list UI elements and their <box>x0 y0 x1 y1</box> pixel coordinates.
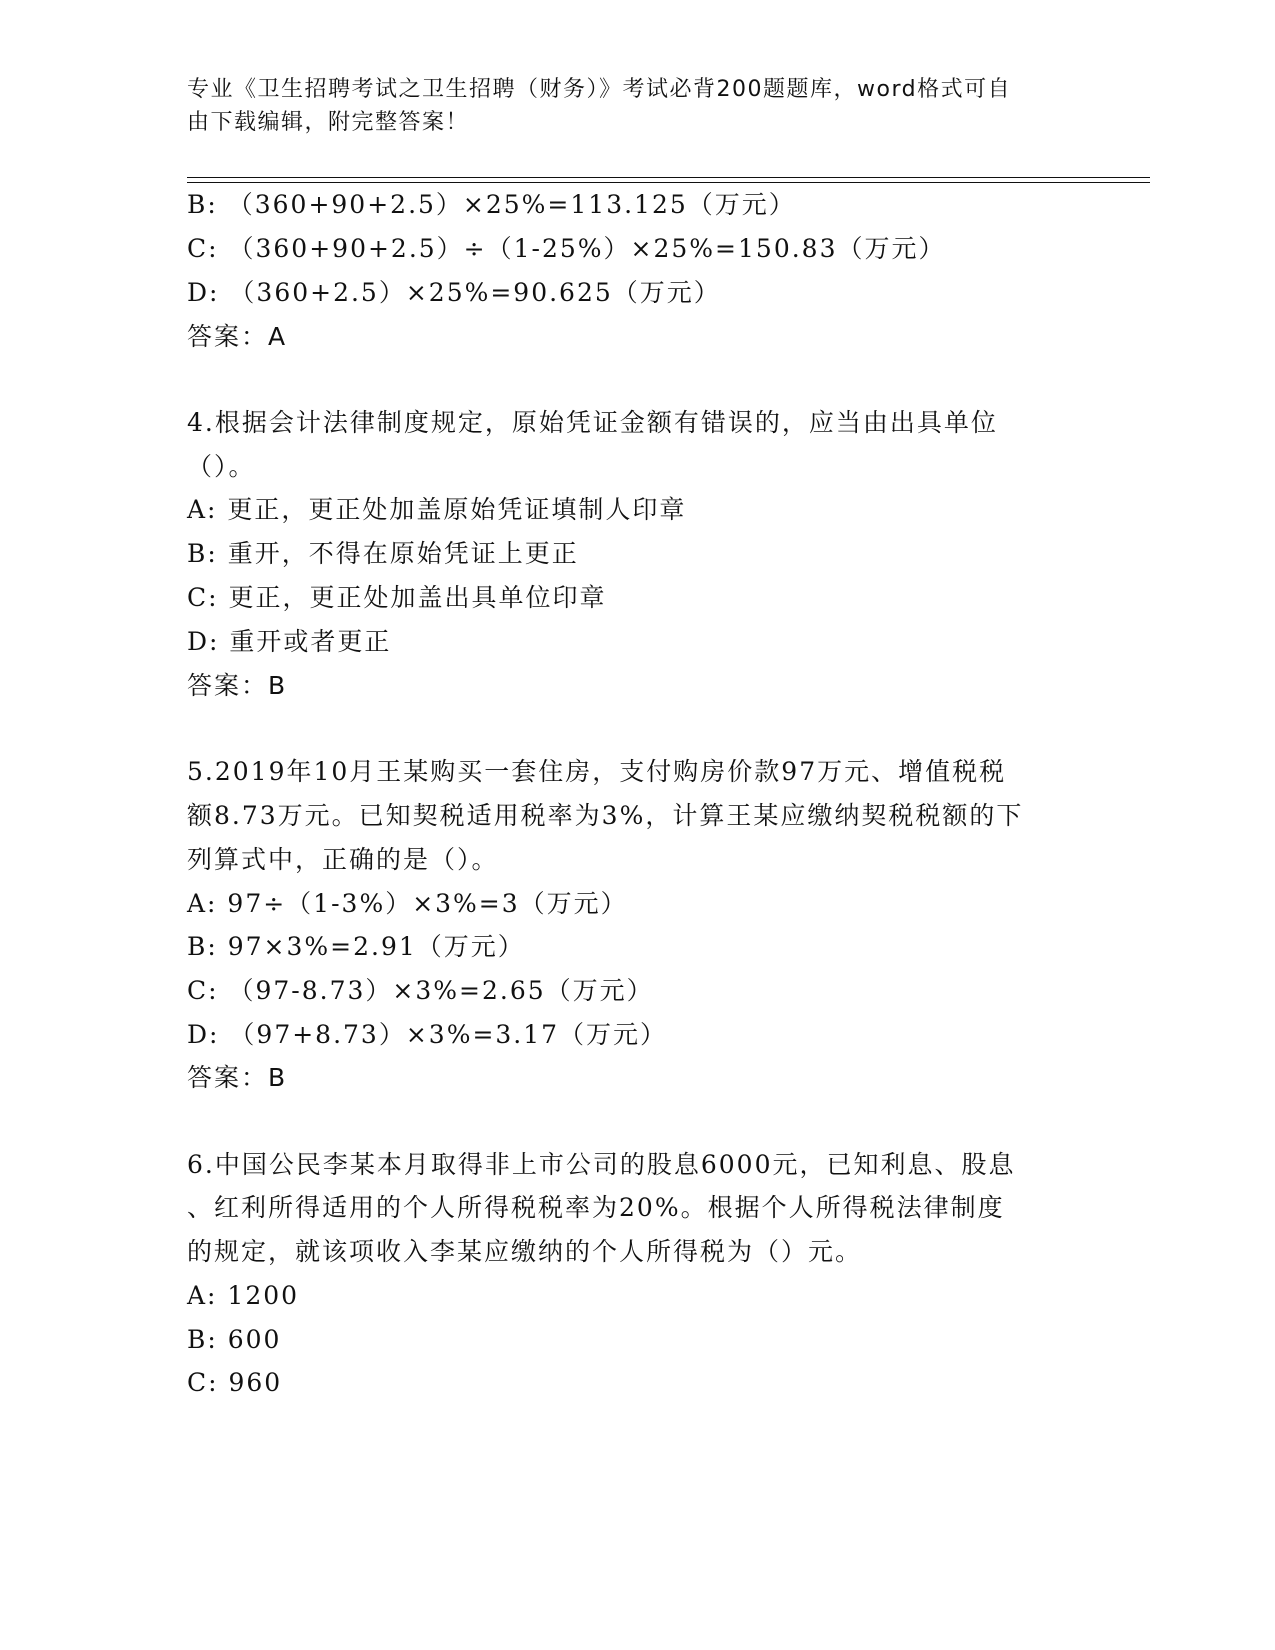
q5-stem-line-1: 5.2019年10月王某购买一套住房，支付购房价款97万元、增值税税 <box>187 757 1007 786</box>
q6-stem-line-2: 、红利所得适用的个人所得税税率为20%。根据个人所得税法律制度 <box>187 1193 1005 1222</box>
q6-option-c: C: 960 <box>187 1368 283 1397</box>
header-divider-top <box>187 177 1150 178</box>
q4-stem-line-2: （）。 <box>187 452 256 481</box>
q5-option-c: C: （97-8.73）×3%=2.65（万元） <box>187 976 654 1005</box>
q3-option-d: D: （360+2.5）×25%=90.625（万元） <box>187 278 721 307</box>
q5-stem-line-2: 额8.73万元。已知契税适用税率为3%，计算王某应缴纳契税税额的下 <box>187 801 1024 830</box>
q4-option-a: A: 更正，更正处加盖原始凭证填制人印章 <box>187 495 687 524</box>
q3-answer: 答案：A <box>187 322 288 351</box>
q6-option-a: A: 1200 <box>187 1281 300 1310</box>
q6-stem-line-3: 的规定，就该项收入李某应缴纳的个人所得税为（）元。 <box>187 1237 863 1266</box>
q5-option-a: A: 97÷（1-3%）×3%=3（万元） <box>187 889 628 918</box>
q4-option-c: C: 更正，更正处加盖出具单位印章 <box>187 583 607 612</box>
q6-option-b: B: 600 <box>187 1325 282 1354</box>
q3-option-b: B: （360+90+2.5）×25%=113.125（万元） <box>187 190 796 219</box>
document-header <box>187 73 1087 139</box>
header-divider-bottom <box>187 182 1150 183</box>
q3-option-c: C: （360+90+2.5）÷（1-25%）×25%=150.83（万元） <box>187 234 946 263</box>
q4-stem-line-1: 4.根据会计法律制度规定，原始凭证金额有错误的，应当由出具单位 <box>187 408 998 437</box>
header-line-2: 由下载编辑，附完整答案！ <box>187 110 470 135</box>
q5-stem-line-3: 列算式中，正确的是（）。 <box>187 845 499 874</box>
q6-stem-line-1: 6.中国公民李某本月取得非上市公司的股息6000元，已知利息、股息 <box>187 1150 1016 1179</box>
header-line-1: 专业《卫生招聘考试之卫生招聘（财务）》考试必背200题题库，word格式可自 <box>187 77 1012 102</box>
q5-option-d: D: （97+8.73）×3%=3.17（万元） <box>187 1020 668 1049</box>
q4-option-d: D: 重开或者更正 <box>187 627 392 656</box>
q5-option-b: B: 97×3%=2.91（万元） <box>187 932 525 961</box>
q5-answer: 答案：B <box>187 1063 288 1092</box>
q4-option-b: B: 重开，不得在原始凭证上更正 <box>187 539 579 568</box>
q4-answer: 答案：B <box>187 671 288 700</box>
